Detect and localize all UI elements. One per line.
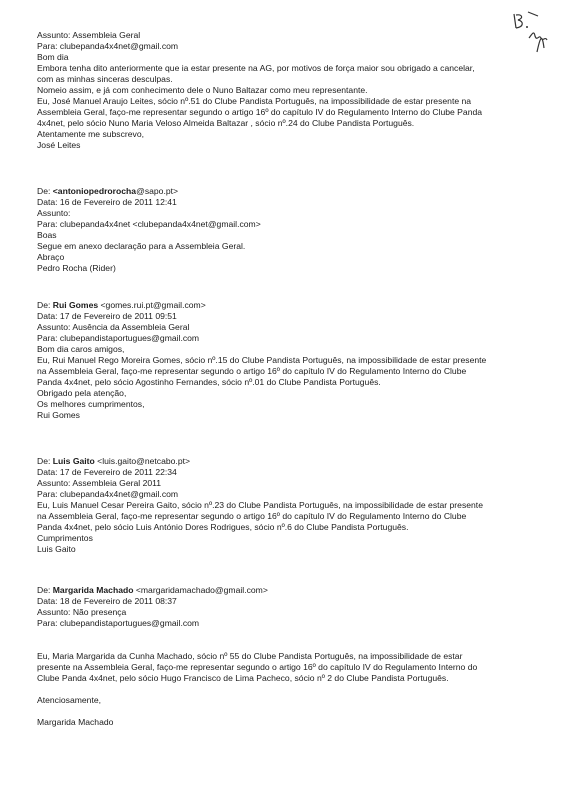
from-name: Rui Gomes	[52, 300, 99, 310]
email-message-1	[37, 30, 552, 151]
email-subject: Assunto: Assembleia Geral	[37, 30, 141, 40]
from-prefix: De:	[37, 186, 53, 196]
email-body-line: Panda 4x4net, pelo sócio Luis António Dores Rodrigues, sócio nº.6 do Clube Pandista Português.	[37, 522, 409, 532]
email-date: Data: 17 de Fevereiro de 2011 09:51	[37, 311, 177, 321]
email-closing: Atenciosamente,	[37, 695, 102, 705]
email-from	[37, 186, 552, 197]
email-body-line: Bom dia	[37, 52, 69, 62]
email-body-line: José Leites	[37, 140, 81, 150]
email-body-line: Eu, Luis Manuel Cesar Pereira Gaito, sócio nº.23 do Clube Pandista Português, na impossibilidade de estar presente	[37, 500, 483, 510]
email-from	[37, 300, 552, 311]
from-address: <gomes.rui.pt@gmail.com>	[98, 300, 206, 310]
email-body-line: Eu, José Manuel Araujo Leites, sócio nº.51 do Clube Pandista Português, na impossibilidade de estar presente na	[37, 96, 472, 106]
email-body-line: Boas	[37, 230, 57, 240]
from-address: <luis.gaito@netcabo.pt>	[94, 456, 190, 466]
email-to: Para: clubepandistaportugues@gmail.com	[37, 333, 200, 343]
email-body-line: Luis Gaito	[37, 544, 76, 554]
email-from	[37, 585, 552, 596]
email-to: Para: clubepanda4x4net@gmail.com	[37, 41, 179, 51]
email-body-line: Clube Panda 4x4net, pelo sócio Hugo Francisco de Lima Pacheco, sócio nº 2 do Clube Pandista Português.	[37, 673, 449, 683]
from-name: Margarida Machado	[52, 585, 134, 595]
email-body-line: Embora tenha dito anteriormente que ia estar presente na AG, por motivos de força maior sou obrigado a cancelar,	[37, 63, 475, 73]
email-body-line: 4x4net, pelo sócio Nuno Maria Veloso Almeida Baltazar , sócio nº.24 do Clube Pandista Português.	[37, 118, 415, 128]
email-subject: Assunto: Ausência da Assembleia Geral	[37, 322, 190, 332]
from-address: <margaridamachado@gmail.com>	[133, 585, 268, 595]
email-subject: Assunto:	[37, 208, 71, 218]
email-to: Para: clubepandistaportugues@gmail.com	[37, 618, 200, 628]
email-from	[37, 456, 552, 467]
email-body-line: Assembleia Geral, faço-me representar segundo o artigo 16º do capítulo IV do Regulamento Interno do Clube Panda	[37, 107, 483, 117]
email-body-line: Panda 4x4net, pelo sócio Agostinho Fernandes, sócio nº.01 do Clube Pandista Português.	[37, 377, 381, 387]
email-date: Data: 16 de Fevereiro de 2011 12:41	[37, 197, 177, 207]
email-body-line: Abraço	[37, 252, 65, 262]
email-body-line: na Assembleia Geral, faço-me representar segundo o artigo 16º do capítulo IV do Regulamento Interno do Clube	[37, 366, 467, 376]
email-message-4	[37, 456, 552, 555]
email-message-2	[37, 186, 552, 274]
email-message-3	[37, 300, 552, 421]
email-body-line: com as minhas sinceras desculpas.	[37, 74, 173, 84]
email-message-5	[37, 585, 552, 728]
from-prefix: De:	[37, 300, 53, 310]
email-body-line: Pedro Rocha (Rider)	[37, 263, 116, 273]
from-name: <antoniopedrorocha	[52, 186, 137, 196]
email-body-line: Os melhores cumprimentos,	[37, 399, 145, 409]
email-to: Para: clubepanda4x4net <clubepanda4x4net@gmail.com>	[37, 219, 261, 229]
from-address: @sapo.pt>	[136, 186, 179, 196]
email-signature: Margarida Machado	[37, 717, 114, 727]
email-body-line: Atentamente me subscrevo,	[37, 129, 144, 139]
email-body-line: Rui Gomes	[37, 410, 80, 420]
email-body-line: Obrigado pela atenção,	[37, 388, 127, 398]
from-name: Luis Gaito	[52, 456, 95, 466]
email-body-line: Eu, Maria Margarida da Cunha Machado, sócio nº 55 do Clube Pandista Português, na impossibilidade de estar	[37, 651, 463, 661]
email-subject: Assunto: Assembleia Geral 2011	[37, 478, 162, 488]
email-subject: Assunto: Não presença	[37, 607, 127, 617]
email-body-line: Nomeio assim, e já com conhecimento dele o Nuno Baltazar como meu representante.	[37, 85, 368, 95]
email-body-line: na Assembleia Geral, faço-me representar segundo o artigo 16º do capítulo IV do Regulamento Interno do Clube	[37, 511, 467, 521]
email-body-line: presente na Assembleia Geral, faço-me representar segundo o artigo 16º do capítulo IV do Regulamento Interno do	[37, 662, 478, 672]
email-date: Data: 18 de Fevereiro de 2011 08:37	[37, 596, 177, 606]
email-body-line: Eu, Rui Manuel Rego Moreira Gomes, sócio nº.15 do Clube Pandista Português, na impossibilidade de estar presente	[37, 355, 487, 365]
from-prefix: De:	[37, 585, 53, 595]
email-body-line: Cumprimentos	[37, 533, 93, 543]
email-body-line: Segue em anexo declaração para a Assembleia Geral.	[37, 241, 246, 251]
email-date: Data: 17 de Fevereiro de 2011 22:34	[37, 467, 177, 477]
email-to: Para: clubepanda4x4net@gmail.com	[37, 489, 179, 499]
from-prefix: De:	[37, 456, 53, 466]
email-body-line: Bom dia caros amigos,	[37, 344, 125, 354]
